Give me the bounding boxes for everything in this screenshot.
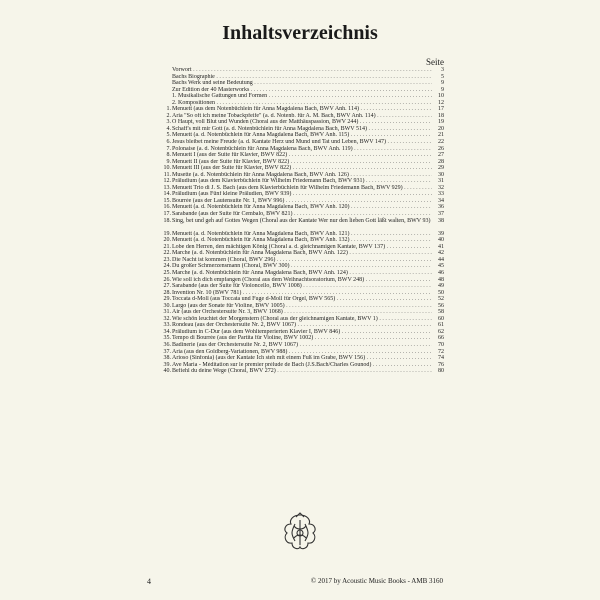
toc-entry-title: Menuett (a. d. Notenbüchlein für Anna Magdalena Bach, BWV Anh. 120) . . .	[172, 204, 432, 211]
toc-entry-number: 7.	[166, 145, 171, 152]
toc-entry-title: Präludium in C-Dur (aus dem Wohltemperierten Klavier I, BWV 846) . . .	[172, 329, 432, 336]
page-number: 4	[147, 577, 151, 586]
toc-entry-page: 58	[438, 309, 444, 316]
toc-entry-title: Menuett (a. d. Notenbüchlein für Anna Magdalena Bach, BWV Anh. 115) . . .	[172, 132, 432, 139]
toc-entry-page: 36	[438, 204, 444, 211]
toc-entry	[150, 218, 444, 231]
toc-entry-page: 62	[438, 328, 444, 335]
toc-entry-number: 5.	[166, 132, 171, 139]
toc-entry-title: Menuett (aus dem Notenbüchlein für Anna Magdalena Bach, BWV Anh. 114) . . .	[172, 106, 432, 113]
toc-entry-number: 24.	[163, 263, 171, 270]
toc-entry-title: Wie schön leuchtet der Morgenstern (Choral aus der gleichnamigen Kantate, BWV 1) . . .	[172, 316, 432, 323]
toc-entry-page: 60	[438, 315, 444, 322]
toc-entry-number: 20.	[163, 237, 171, 244]
toc-entry-title: Tempo di Bourrée (aus der Partita für Violine, BWV 1002) . . .	[172, 335, 432, 342]
seite-column-label: Seite	[426, 57, 444, 67]
toc-entry-title: Präludium (aus Fünf kleine Präludien, BWV 939) . . .	[172, 191, 432, 198]
toc-entry-title: Du großer Schmerzensmann (Choral, BWV 300) . . .	[172, 263, 432, 270]
toc-entry-title: Sarabande (aus der Suite für Violoncello, BWV 1008) . . .	[172, 283, 432, 290]
toc-entry-title: Bachs Werk und seine Bedeutung . . .	[172, 80, 432, 87]
toc-entry-title: Die Nacht ist kommen (Choral, BWV 296) . . .	[172, 257, 432, 264]
toc-entry-number: 28.	[163, 289, 171, 296]
toc-entry-page: 3	[441, 67, 444, 73]
toc-entry-number: 34.	[163, 328, 171, 335]
toc-entry-title: Polonaise (a. d. Notenbüchlein für Anna Magdalena Bach, BWV Anh. 119) . . .	[172, 146, 432, 153]
toc-entry-page: 32	[438, 184, 444, 191]
table-of-contents	[150, 67, 444, 375]
toc-entry-title: Marche (a. d. Notenbüchlein für Anna Magdalena Bach, BWV Anh. 124) . . .	[172, 270, 432, 277]
toc-entry-page: 9	[441, 86, 444, 93]
toc-entry-title: Jesus bleibet meine Freude (a. d. Kantate Herz und Mund und Tat und Leben, BWV 147) . . .	[172, 139, 432, 146]
toc-entry-number: 12.	[163, 178, 171, 185]
toc-entry-number: 3.	[166, 119, 171, 126]
toc-entry-number: 14.	[163, 191, 171, 198]
toc-entry-page: 61	[438, 322, 444, 329]
toc-entry-title: Bourrée (aus der Lautensuite Nr. 1, BWV 996) . . .	[172, 198, 432, 205]
toc-entry-number: 19.	[163, 230, 171, 237]
toc-entry-title: Marche (a. d. Notenbüchlein für Anna Magdalena Bach, BWV Anh. 122) . . .	[172, 250, 432, 257]
toc-entry-number: 22.	[163, 250, 171, 257]
toc-entry-title: Befiehl du deine Wege (Choral, BWV 272) . . .	[172, 368, 432, 375]
toc-entry-page: 34	[438, 197, 444, 204]
toc-entry-number: 25.	[163, 269, 171, 276]
toc-entry-title: Menuett II (aus der Suite für Klavier, BWV 822) . . .	[172, 159, 432, 166]
toc-entry-page: 31	[438, 178, 444, 185]
toc-entry-page: 56	[438, 302, 444, 309]
toc-entry-title: Menuett I (aus der Suite für Klavier, BWV 822) . . .	[172, 152, 432, 159]
toc-entry-page: 45	[438, 263, 444, 270]
toc-entry-page: 38	[438, 217, 444, 224]
toc-entry-title: 1. Musikalische Gattungen und Formen . . .	[172, 93, 432, 100]
toc-entry-page: 29	[438, 165, 444, 172]
toc-entry-title: 2. Kompositionen . . .	[172, 100, 432, 107]
toc-entry-number: 37.	[163, 348, 171, 355]
toc-entry-page: 17	[438, 106, 444, 113]
toc-entry-title: Largo (aus der Sonate für Violine, BWV 1005) . . .	[172, 303, 432, 310]
toc-entry-page: 28	[438, 158, 444, 165]
toc-entry-page: 76	[438, 361, 444, 368]
toc-entry-title: Menuett (a. d. Notenbüchlein für Anna Magdalena Bach, BWV Anh. 121) . . .	[172, 231, 432, 238]
toc-entry-number: 11.	[163, 171, 171, 178]
toc-entry-number: 27.	[163, 283, 171, 290]
toc-entry-number: 39.	[163, 361, 171, 368]
bach-monogram-seal-icon	[279, 512, 321, 552]
toc-entry-number: 38.	[163, 355, 171, 362]
toc-entry-page: 46	[438, 269, 444, 276]
toc-entry-number: 31.	[163, 309, 171, 316]
toc-entry-title: Präludium (aus dem Klavierbüchlein für Wilhelm Friedemann Bach, BWV 931) . . .	[172, 178, 432, 185]
toc-entry-title: Lobe den Herren, den mächtigen König (Choral a. d. gleichnamigen Kantate, BWV 137) . . .	[172, 244, 432, 251]
toc-entry-number: 33.	[163, 322, 171, 329]
toc-entry-page: 41	[438, 243, 444, 250]
toc-entry-page: 48	[438, 276, 444, 283]
toc-entry-title: Bachs Biographie . . .	[172, 74, 432, 81]
toc-entry-number: 8.	[166, 152, 171, 159]
toc-entry-page: 20	[438, 125, 444, 132]
toc-entry-page: 21	[438, 132, 444, 139]
toc-entry-page: 26	[438, 145, 444, 152]
toc-entry-page: 37	[438, 211, 444, 218]
toc-entry-title: Air (aus der Orchestersuite Nr. 3, BWV 1068) . . .	[172, 309, 432, 316]
toc-entry-number: 26.	[163, 276, 171, 283]
toc-entry-page: 30	[438, 171, 444, 178]
toc-entry-title: Rondeau (aus der Orchestersuite Nr. 2, BWV 1067) . . .	[172, 322, 432, 329]
toc-entry-number: 40.	[163, 368, 171, 375]
toc-entry-title: Sarabande (aus der Suite für Cembalo, BWV 821) . . .	[172, 211, 432, 218]
toc-entry-page: 12	[438, 99, 444, 106]
toc-entry-page: 18	[438, 112, 444, 119]
toc-entry-page: 50	[438, 289, 444, 296]
toc-entry-title: Wie soll ich dich empfangen (Choral aus dem Weihnachtsoratorium, BWV 248) . . .	[172, 277, 432, 284]
toc-entry-number: 9.	[166, 158, 171, 165]
toc-entry-page: 72	[438, 348, 444, 355]
toc-entry-title: Menuett III (aus der Suite für Klavier, BWV 822) . . .	[172, 165, 432, 172]
toc-entry-page: 19	[438, 119, 444, 126]
toc-entry-number: 32.	[163, 315, 171, 322]
toc-entry-page: 66	[438, 335, 444, 342]
toc-entry-number: 29.	[163, 296, 171, 303]
toc-entry-title: Arioso (Sinfonia) (aus der Kantate Ich steh mit einem Fuß im Grabe, BWV 156) . . .	[172, 355, 432, 362]
toc-entry-number: 2.	[166, 112, 171, 119]
toc-entry-number: 18.	[163, 217, 171, 224]
toc-entry-title: Menuett Trio di J. S. Bach (aus dem Klavierbüchlein für Wilhelm Friedemann Bach, BWV 929) . . .	[172, 185, 432, 192]
toc-entry-page: 74	[438, 355, 444, 362]
toc-entry-page: 44	[438, 256, 444, 263]
toc-entry-page: 39	[438, 230, 444, 237]
toc-entry-title: Ave Maria - Méditation sur le premier prélude de Bach (J.S.Bach/Charles Gounod) . . .	[172, 362, 432, 369]
toc-entry-number: 17.	[163, 211, 171, 218]
toc-entry-title: Menuett (a. d. Notenbüchlein für Anna Magdalena Bach, BWV Anh. 132) . . .	[172, 237, 432, 244]
toc-entry-page: 70	[438, 341, 444, 348]
toc-entry-page: 5	[441, 73, 444, 80]
toc-entry-number: 15.	[163, 197, 171, 204]
page-title: Inhaltsverzeichnis	[222, 22, 378, 44]
toc-entry-title: Sing, bet und geh auf Gottes Wegen (Choral aus der Kantate Wer nur den lieben Gott läßt walten, BWV 93)	[172, 217, 431, 224]
toc-entry-page: 52	[438, 296, 444, 303]
toc-entry-number: 10.	[163, 165, 171, 172]
toc-entry-number: 1.	[166, 106, 171, 113]
toc-entry-title: Musette (a. d. Notenbüchlein für Anna Magdalena Bach, BWV Anh. 126) . . .	[172, 172, 432, 179]
toc-entry-title: Schaff's mit mir Gott (a. d. Notenbüchlein für Anna Magdalena Bach, BWV 514) . . .	[172, 126, 432, 133]
toc-entry-number: 21.	[163, 243, 171, 250]
toc-entry-title: O Haupt, voll Blut und Wunden (Choral aus der Matthäuspassion, BWV 244) . . .	[172, 119, 432, 126]
toc-entry-title: Vorwort . . .	[172, 67, 432, 74]
toc-entry-number: 6.	[166, 139, 171, 146]
toc-entry-title: Badinerie (aus der Orchestersuite Nr. 2, BWV 1067) . . .	[172, 342, 432, 349]
toc-entry-page: 9	[441, 80, 444, 87]
toc-entry-page: 42	[438, 250, 444, 257]
toc-entry-page: 33	[438, 191, 444, 198]
toc-entry-number: 30.	[163, 302, 171, 309]
toc-entry-number: 4.	[166, 125, 171, 132]
copyright-notice: © 2017 by Acoustic Music Books - AMB 3160	[310, 577, 443, 585]
toc-entry-page: 22	[438, 139, 444, 146]
toc-entry-title: Aria "So oft ich meine Tobackpfeife" (a. d. Notenb. für A. M. Bach, BWV Anh. 114) . . .	[172, 113, 432, 120]
toc-entry	[150, 368, 444, 375]
toc-entry-page: 49	[438, 283, 444, 290]
toc-entry-number: 16.	[163, 204, 171, 211]
toc-entry-number: 13.	[163, 184, 171, 191]
toc-entry-title: Zur Edition der 40 Masterworks . . .	[172, 87, 432, 94]
toc-entry-number: 35.	[163, 335, 171, 342]
toc-entry-page: 27	[438, 152, 444, 159]
toc-entry-page: 40	[438, 237, 444, 244]
toc-entry-title: Invention Nr. 10 (BWV 781) . . .	[172, 290, 432, 297]
toc-entry-number: 36.	[163, 341, 171, 348]
toc-entry-title: Aria (aus den Goldberg-Variationen, BWV 988) . . .	[172, 349, 432, 356]
toc-entry-title: Toccata d-Moll (aus Toccata und Fuge d-Moll für Orgel, BWV 565) . . .	[172, 296, 432, 303]
toc-entry-number: 23.	[163, 256, 171, 263]
toc-entry-page: 80	[438, 368, 444, 375]
toc-entry-page: 10	[438, 93, 444, 100]
